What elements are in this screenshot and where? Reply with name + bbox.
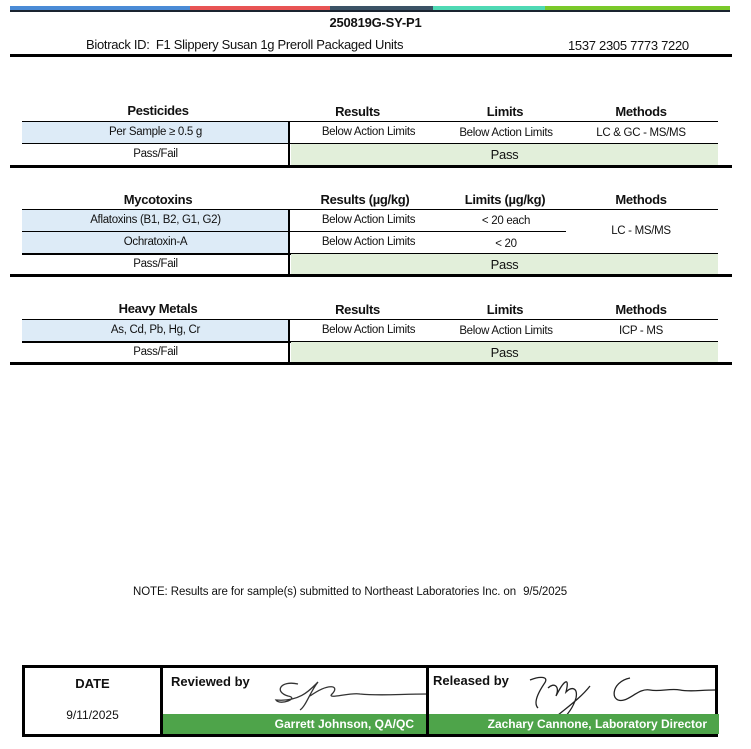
col-methods: Methods [615, 302, 667, 317]
reviewer-signature [270, 672, 430, 712]
heavy-metals-title: Heavy Metals [118, 301, 198, 316]
submission-date: 9/5/2025 [523, 586, 568, 598]
divider [10, 10, 730, 12]
analyte-cell: Ochratoxin-A [22, 232, 289, 253]
limit-cell: < 20 each [481, 215, 531, 227]
released-by-label: Released by [433, 673, 509, 688]
result-cell: Below Action Limits [321, 236, 416, 248]
limit-cell: Below Action Limits [459, 325, 553, 337]
col-methods: Methods [615, 104, 667, 119]
date-value: 9/11/2025 [66, 708, 119, 722]
col-results: Results [335, 104, 380, 119]
analyte-cell: Per Sample ≥ 0.5 g [22, 122, 289, 143]
pass-fail-value: Pass [291, 144, 718, 165]
biotrack-line [86, 37, 403, 52]
reviewed-by-label: Reviewed by [171, 674, 250, 689]
signature-block [22, 665, 718, 737]
result-cell: Below Action Limits [321, 126, 416, 138]
divider [288, 122, 290, 165]
sample-id: 250819G-SY-P1 [329, 15, 422, 30]
divider [10, 54, 732, 57]
date-label: DATE [75, 676, 110, 691]
col-results: Results (µg/kg) [320, 192, 410, 207]
submission-note [133, 586, 567, 598]
limit-cell: < 20 [495, 238, 517, 250]
biotrack-label: Biotrack ID: [86, 37, 150, 52]
limit-cell: Below Action Limits [459, 127, 553, 139]
pass-fail-label: Pass/Fail [133, 148, 178, 160]
releaser-name: Zachary Cannone, Laboratory Director [429, 714, 719, 734]
analyte-cell: As, Cd, Pb, Hg, Cr [22, 320, 289, 341]
mycotoxins-title: Mycotoxins [123, 192, 193, 207]
reviewer-name: Garrett Johnson, QA/QC [163, 714, 426, 734]
col-limits: Limits [486, 104, 524, 119]
divider [10, 274, 732, 277]
pass-fail-label: Pass/Fail [133, 258, 178, 270]
method-cell: LC - MS/MS [611, 225, 671, 237]
pass-fail-value: Pass [291, 342, 718, 363]
pass-fail-value: Pass [291, 254, 718, 275]
pesticides-title: Pesticides [127, 103, 189, 118]
col-results: Results [335, 302, 380, 317]
product-name: F1 Slippery Susan 1g Preroll Packaged Units [155, 37, 404, 52]
col-limits: Limits (µg/kg) [464, 192, 546, 207]
divider [10, 165, 732, 168]
biotrack-number: 1537 2305 7773 7220 [568, 38, 689, 53]
divider [288, 210, 290, 275]
col-methods: Methods [615, 192, 667, 207]
divider [10, 362, 732, 365]
result-cell: Below Action Limits [321, 214, 416, 226]
divider [288, 320, 290, 363]
pass-fail-label: Pass/Fail [133, 346, 178, 358]
result-cell: Below Action Limits [321, 324, 416, 336]
method-cell: ICP - MS [618, 325, 664, 337]
method-cell: LC & GC - MS/MS [596, 127, 686, 139]
col-limits: Limits [486, 302, 524, 317]
analyte-cell: Aflatoxins (B1, B2, G1, G2) [22, 210, 289, 231]
note-text: NOTE: Results are for sample(s) submitted to Northeast Laboratories Inc. on [133, 586, 517, 598]
